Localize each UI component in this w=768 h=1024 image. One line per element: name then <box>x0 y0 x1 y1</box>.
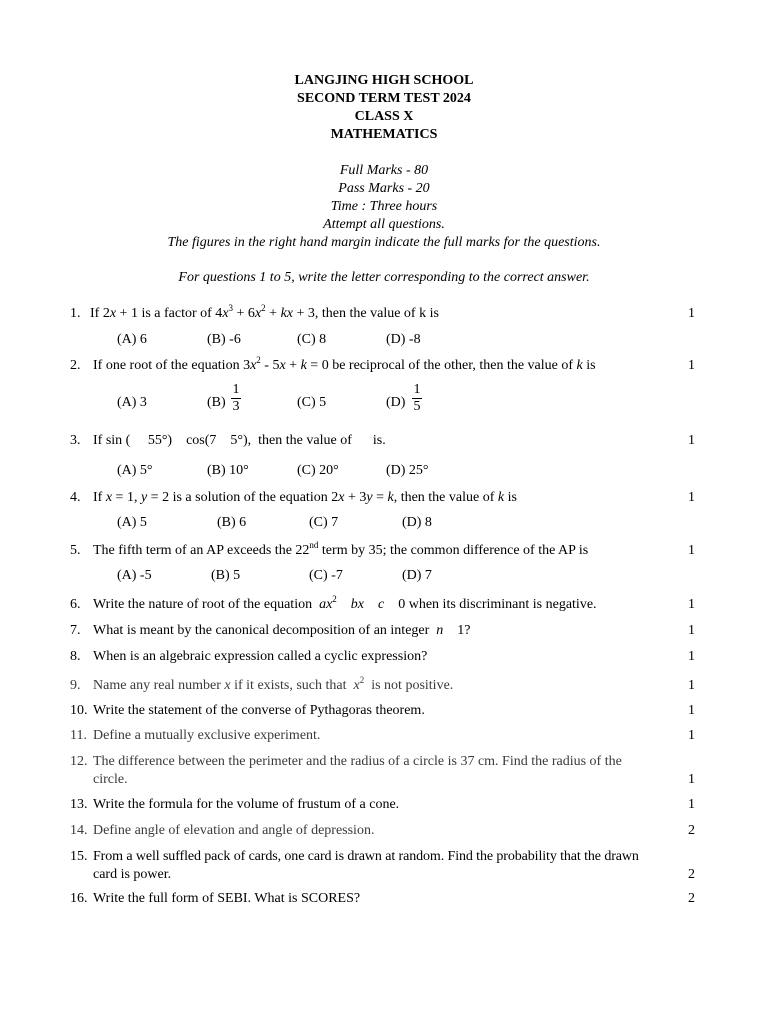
question-mark: 2 <box>688 891 695 906</box>
question-text-line2: card is power. <box>93 867 172 882</box>
class-label: CLASS X <box>354 109 414 124</box>
question-mark: 1 <box>688 543 695 558</box>
question-number: 7. <box>70 623 81 638</box>
option-b: (B) -6 <box>207 332 241 347</box>
question-mark: 2 <box>688 867 695 882</box>
option-a: (A) -5 <box>117 568 152 583</box>
question-number: 8. <box>70 649 81 664</box>
question-text-line2: circle. <box>93 772 128 787</box>
question-text: Write the nature of root of the equation $ax^2$ bx c 0 when its discriminant is negative. <box>93 594 597 612</box>
question-number: 5. <box>70 543 81 558</box>
option-a: (A) 5° <box>117 463 153 478</box>
question-mark: 1 <box>688 678 695 693</box>
option-c: (C) 5 <box>297 395 327 410</box>
mcq-instruction: For questions 1 to 5, write the letter corresponding to the correct answer. <box>178 270 590 285</box>
question-number: 1. <box>70 306 81 321</box>
question-15 <box>70 848 695 884</box>
option-c: (C) -7 <box>309 568 343 583</box>
option-d: (D) 25° <box>386 463 429 478</box>
question-text: If one root of the equation $3x^2 - 5x + k = 0$ be reciprocal of the other, then the value of k is <box>93 355 596 373</box>
question-number: 9. <box>70 678 81 693</box>
question-text: Write the statement of the converse of Pythagoras theorem. <box>93 703 425 718</box>
option-b: (B) 6 <box>217 515 247 530</box>
question-number: 3. <box>70 433 81 448</box>
figures-note: The figures in the right hand margin indicate the full marks for the questions. <box>167 235 601 250</box>
option-b: (B) <box>207 395 226 410</box>
time-allowed: Time : Three hours <box>330 199 438 214</box>
fraction-one-third: 1 3 <box>232 382 240 414</box>
option-a: (A) 6 <box>117 332 147 347</box>
question-mark: 1 <box>688 433 695 448</box>
subject-label: MATHEMATICS <box>330 127 438 142</box>
exam-title: SECOND TERM TEST 2024 <box>297 91 471 106</box>
pass-marks: Pass Marks - 20 <box>338 181 430 196</box>
question-mark: 1 <box>688 772 695 787</box>
fraction-one-fifth: 1 5 <box>413 382 421 414</box>
question-12 <box>70 753 695 789</box>
question-text: If 2x + 1 is a factor of $4x^3 + 6x^2$ + kx + 3, then the value of k is <box>90 303 439 321</box>
question-text: Write the formula for the volume of frustum of a cone. <box>93 797 400 812</box>
question-number: 10. <box>70 703 88 718</box>
question-mark: 1 <box>688 490 695 505</box>
question-mark: 1 <box>688 649 695 664</box>
question-text: Define a mutually exclusive experiment. <box>93 728 321 743</box>
question-number: 4. <box>70 490 81 505</box>
question-mark: 1 <box>688 597 695 612</box>
option-a: (A) 3 <box>117 395 147 410</box>
question-text: What is meant by the canonical decomposition of an integer n 1? <box>93 623 471 638</box>
question-text: If sin ( 55°) cos(7 5°), then the value of is. <box>93 433 386 448</box>
question-text: Define angle of elevation and angle of depression. <box>93 823 375 838</box>
question-mark: 1 <box>688 728 695 743</box>
option-c: (C) 8 <box>297 332 327 347</box>
option-c: (C) 7 <box>309 515 339 530</box>
question-text: Write the full form of SEBI. What is SCORES? <box>93 891 361 906</box>
question-number: 16. <box>70 891 88 906</box>
option-d: (D) -8 <box>386 332 421 347</box>
question-mark: 1 <box>688 797 695 812</box>
question-text: The fifth term of an AP exceeds the 22nd term by 35; the common difference of the AP is <box>93 540 589 558</box>
option-d: (D) 8 <box>402 515 432 530</box>
question-mark: 2 <box>688 823 695 838</box>
school-name: LANGJING HIGH SCHOOL <box>294 73 474 88</box>
option-b: (B) 10° <box>207 463 249 478</box>
question-number: 13. <box>70 797 88 812</box>
question-number: 2. <box>70 358 81 373</box>
question-text-line1: From a well suffled pack of cards, one card is drawn at random. Find the probability that the drawn <box>93 849 639 864</box>
attempt-note: Attempt all questions. <box>323 217 445 232</box>
question-mark: 1 <box>688 703 695 718</box>
question-mark: 1 <box>688 358 695 373</box>
question-number: 6. <box>70 597 81 612</box>
option-d: (D) <box>386 395 406 410</box>
question-number: 14. <box>70 823 88 838</box>
question-text: When is an algebraic expression called a cyclic expression? <box>93 649 428 664</box>
option-b: (B) 5 <box>211 568 241 583</box>
option-d: (D) 7 <box>402 568 432 583</box>
full-marks: Full Marks - 80 <box>339 163 429 178</box>
question-number: 15. <box>70 849 88 864</box>
question-number: 11. <box>70 728 87 743</box>
question-text: If x = 1, y = 2 is a solution of the equation 2x + 3y = k, then the value of k is <box>93 490 517 505</box>
question-number: 12. <box>70 754 88 769</box>
question-mark: 1 <box>688 306 695 321</box>
question-text: Name any real number x if it exists, such that $x^2$ is not positive. <box>93 675 454 693</box>
option-a: (A) 5 <box>117 515 147 530</box>
option-c: (C) 20° <box>297 463 339 478</box>
question-mark: 1 <box>688 623 695 638</box>
question-text-line1: The difference between the perimeter and the radius of a circle is 37 cm. Find the radius of the <box>93 754 622 769</box>
